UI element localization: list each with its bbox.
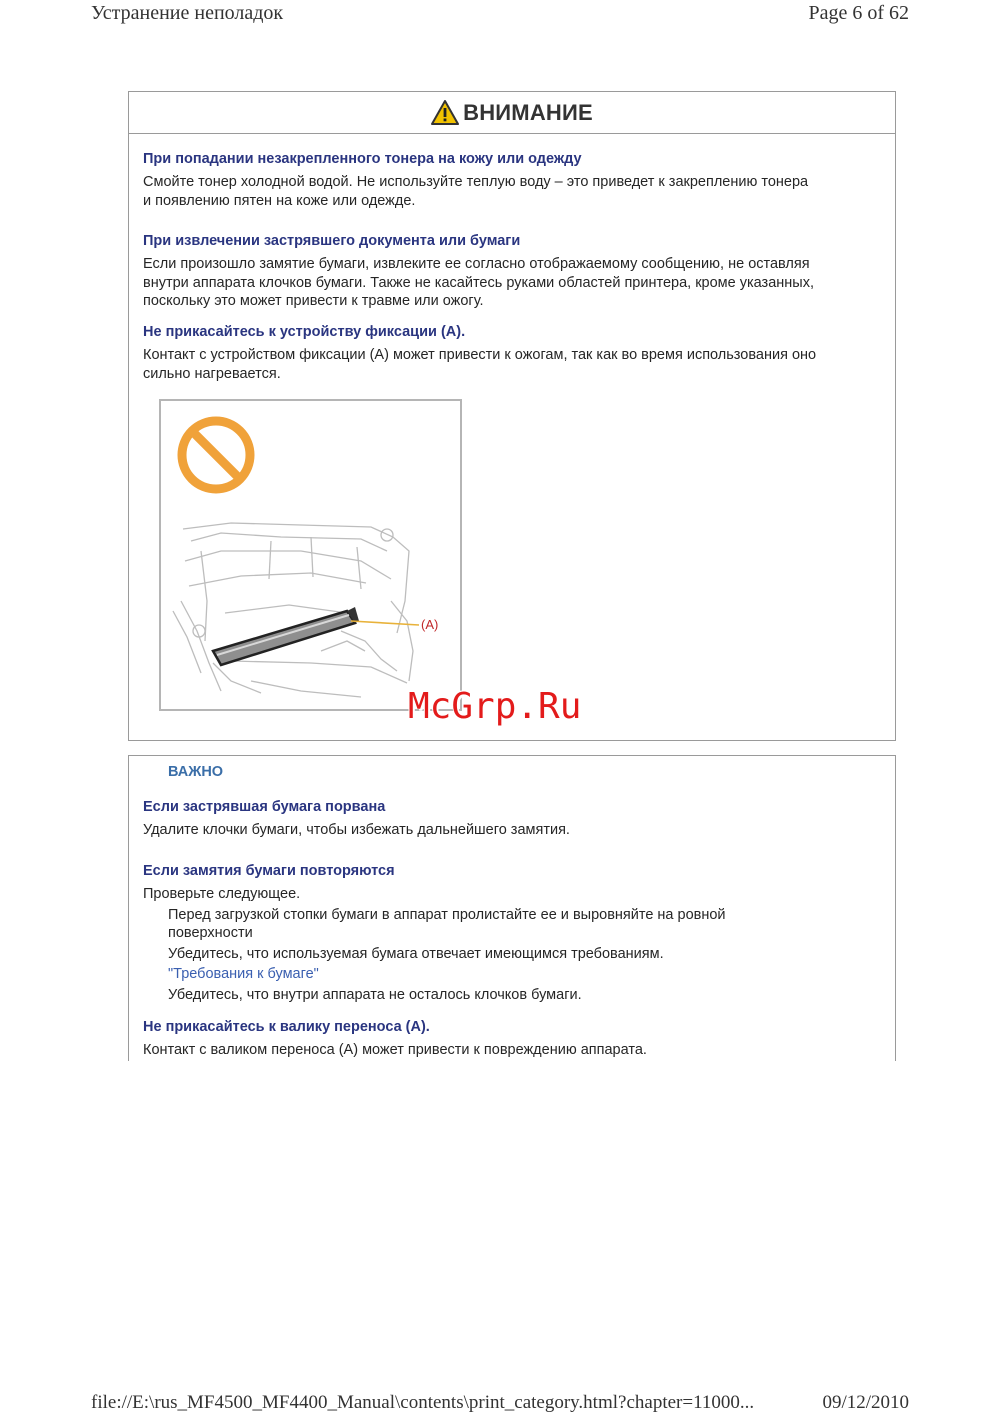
page-header-title: Устранение неполадок	[91, 2, 284, 24]
caution-section-toner	[143, 151, 891, 210]
important-title: ВАЖНО	[168, 764, 224, 780]
section-text: Если произошло замятие бумаги, извлеките ее согласно отображаемому сообщению, не оставляя внутри аппарата клочков бумаги. Также не касайтесь руками областей принтера, кроме указанных, поскольку это может привести к травме или ожогу.	[143, 256, 814, 309]
section-heading: При попадании незакрепленного тонера на кожу или одежду	[143, 151, 582, 167]
section-text: Контакт с устройством фиксации (A) может привести к ожогам, так как во время использования оно сильно нагревается.	[143, 347, 817, 382]
section-text: Смойте тонер холодной водой. Не используйте теплую воду – это приведет к закреплению тонера и появлению пятен на коже или одежде.	[143, 174, 809, 209]
section-text: Контакт с валиком переноса (A) может привести к повреждению аппарата.	[143, 1042, 647, 1058]
section-heading: Не прикасайтесь к устройству фиксации (A).	[143, 324, 466, 340]
callout-label: (A)	[421, 617, 439, 632]
page-number: Page 6 of 62	[808, 2, 909, 24]
callout-line	[351, 621, 419, 625]
paper-requirements-link[interactable]: "Требования к бумаге"	[168, 966, 319, 982]
checklist-item-no-scraps: Убедитесь, что внутри аппарата не осталось клочков бумаги.	[168, 986, 582, 1003]
printer-sketch	[173, 523, 413, 697]
section-heading: При извлечении застрявшего документа или бумаги	[143, 233, 521, 249]
caution-box	[128, 91, 896, 741]
checklist-item-paper-requirements: Убедитесь, что используемая бумага отвечает имеющимся требованиям.	[168, 945, 664, 962]
prohibition-icon	[182, 421, 250, 489]
watermark: McGrp.Ru	[408, 686, 582, 727]
caution-title: ВНИМАНИЕ	[463, 99, 593, 125]
footer-file-path: file://E:\rus_MF4500_MF4400_Manual\contents\print_category.html?chapter=11000...	[91, 1392, 755, 1413]
footer-date: 09/12/2010	[822, 1392, 909, 1413]
caution-section-jam	[143, 233, 891, 311]
caution-header	[129, 92, 895, 134]
section-heading: Если замятия бумаги повторяются	[143, 863, 395, 879]
important-section-repeat	[143, 863, 891, 1004]
caution-section-fixing	[143, 324, 891, 383]
section-intro: Проверьте следующее.	[143, 886, 301, 902]
fixing-unit-part	[213, 607, 359, 665]
fixing-unit-illustration	[159, 399, 462, 711]
checklist-item-fan-paper: Перед загрузкой стопки бумаги в аппарат пролистайте ее и выровняйте на ровной поверхности	[168, 906, 726, 941]
important-section-torn	[143, 799, 891, 840]
section-heading: Если застрявшая бумага порвана	[143, 799, 386, 815]
important-box	[128, 755, 896, 1061]
section-text: Удалите клочки бумаги, чтобы избежать дальнейшего замятия.	[143, 822, 570, 838]
section-heading: Не прикасайтесь к валику переноса (A).	[143, 1019, 430, 1035]
warning-triangle-icon	[431, 99, 459, 127]
important-section-transfer-roller	[143, 1019, 891, 1060]
